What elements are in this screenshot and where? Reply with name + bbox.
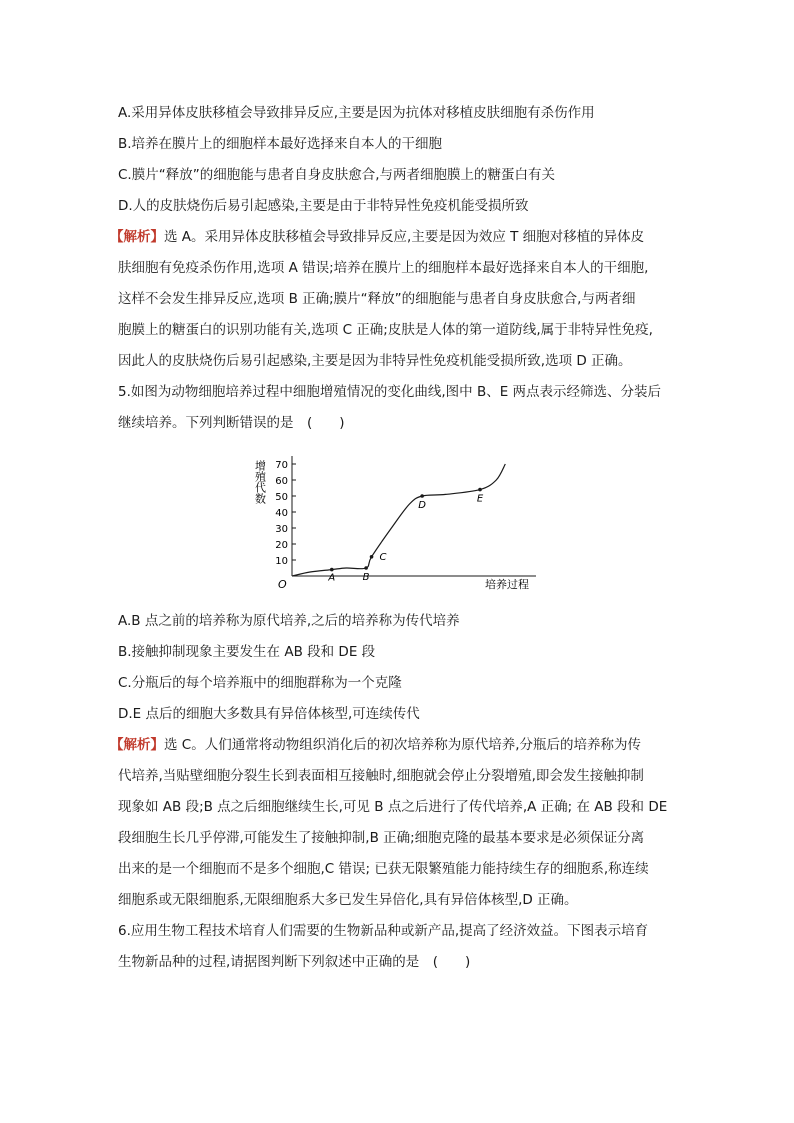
y-tick-label: 40 <box>275 508 288 519</box>
q5-option-b: B.接触抑制现象主要发生在 AB 段和 DE 段 <box>118 644 376 660</box>
q4-analysis-line-2: 肤细胞有免疫杀伤作用,选项 A 错误;培养在膜片上的细胞样本最好选择来自本人的干细胞, <box>118 260 649 276</box>
y-tick-label: 10 <box>275 556 288 567</box>
analysis-tag: 【解析】 <box>110 737 164 753</box>
y-axis-label: 增殖代数 <box>253 460 267 504</box>
y-tick-label: 20 <box>275 540 288 551</box>
point-e <box>478 488 482 492</box>
analysis-tag: 【解析】 <box>110 229 164 245</box>
point-label-d: D <box>418 500 427 511</box>
q4-option-d: D.人的皮肤烧伤后易引起感染,主要是由于非特异性免疫机能受损所致 <box>118 198 529 214</box>
point-label-a: A <box>328 572 336 584</box>
x-axis-label: 培养过程 <box>485 578 529 591</box>
q4-option-c: C.膜片“释放”的细胞能与患者自身皮肤愈合,与两者细胞膜上的糖蛋白有关 <box>118 167 555 183</box>
point-d <box>420 494 424 498</box>
y-tick-label: 50 <box>275 492 288 503</box>
q5-analysis-line-3: 现象如 AB 段;B 点之后细胞继续生长,可见 B 点之后进行了传代培养,A 正确; 在 AB 段和 DE <box>118 799 668 815</box>
q5-option-c: C.分瓶后的每个培养瓶中的细胞群称为一个克隆 <box>118 675 402 691</box>
origin-label: O <box>278 578 287 591</box>
q4-analysis-line-5: 因此人的皮肤烧伤后易引起感染,主要是因为非特异性免疫机能受损所致,选项 D 正确。 <box>118 353 632 369</box>
y-ticks <box>275 460 296 567</box>
q4-option-a: A.采用异体皮肤移植会导致排异反应,主要是因为抗体对移植皮肤细胞有杀伤作用 <box>118 105 595 121</box>
y-tick-label: 60 <box>275 476 288 487</box>
q5-analysis-line-6: 细胞系或无限细胞系,无限细胞系大多已发生异倍化,具有异倍体核型,D 正确。 <box>118 892 578 908</box>
growth-curve-chart <box>240 448 540 596</box>
point-label-e: E <box>476 493 484 505</box>
q5-option-a: A.B 点之前的培养称为原代培养,之后的培养称为传代培养 <box>118 613 460 629</box>
q5-analysis-line-5: 出来的是一个细胞而不是多个细胞,C 错误; 已获无限繁殖能力能持续生存的细胞系,称连续 <box>118 861 649 877</box>
growth-curve <box>292 464 505 576</box>
q4-option-b: B.培养在膜片上的细胞样本最好选择来自本人的干细胞 <box>118 136 443 152</box>
point-a <box>330 568 334 572</box>
y-tick-label: 30 <box>275 524 288 535</box>
curve-points <box>327 488 483 584</box>
q5-stem-line-2: 继续培养。下列判断错误的是 ( ) <box>118 415 345 431</box>
q4-analysis-line-1: 【解析】选 A。采用异体皮肤移植会导致排异反应,主要是因为效应 T 细胞对移植的异体皮 <box>110 229 645 245</box>
point-b <box>364 566 368 570</box>
q6-stem-line-1: 6.应用生物工程技术培育人们需要的生物新品种或新产品,提高了经济效益。下图表示培育 <box>118 923 649 939</box>
q4-analysis-line-4: 胞膜上的糖蛋白的识别功能有关,选项 C 正确;皮肤是人体的第一道防线,属于非特异性免疫, <box>118 322 653 338</box>
q5-analysis-line-4: 段细胞生长几乎停滞,可能发生了接触抑制,B 正确;细胞克隆的最基本要求是必须保证分离 <box>118 830 645 846</box>
q6-stem-line-2: 生物新品种的过程,请据图判断下列叙述中正确的是 ( ) <box>118 954 471 970</box>
q5-option-d: D.E 点后的细胞大多数具有异倍体核型,可连续传代 <box>118 706 420 722</box>
y-tick-label: 70 <box>275 460 288 471</box>
q5-analysis-line-2: 代培养,当贴壁细胞分裂生长到表面相互接触时,细胞就会停止分裂增殖,即会发生接触抑制 <box>118 768 644 784</box>
q5-stem-line-1: 5.如图为动物细胞培养过程中细胞增殖情况的变化曲线,图中 B、E 两点表示经筛选、分装后 <box>118 384 662 400</box>
point-label-c: C <box>379 551 387 563</box>
q4-analysis-line-3: 这样不会发生排异反应,选项 B 正确;膜片“释放”的细胞能与患者自身皮肤愈合,与两者细 <box>118 291 636 307</box>
q5-analysis-line-1: 【解析】选 C。人们通常将动物组织消化后的初次培养称为原代培养,分瓶后的培养称为传 <box>110 737 642 753</box>
point-label-b: B <box>362 572 370 583</box>
point-c <box>370 555 374 559</box>
